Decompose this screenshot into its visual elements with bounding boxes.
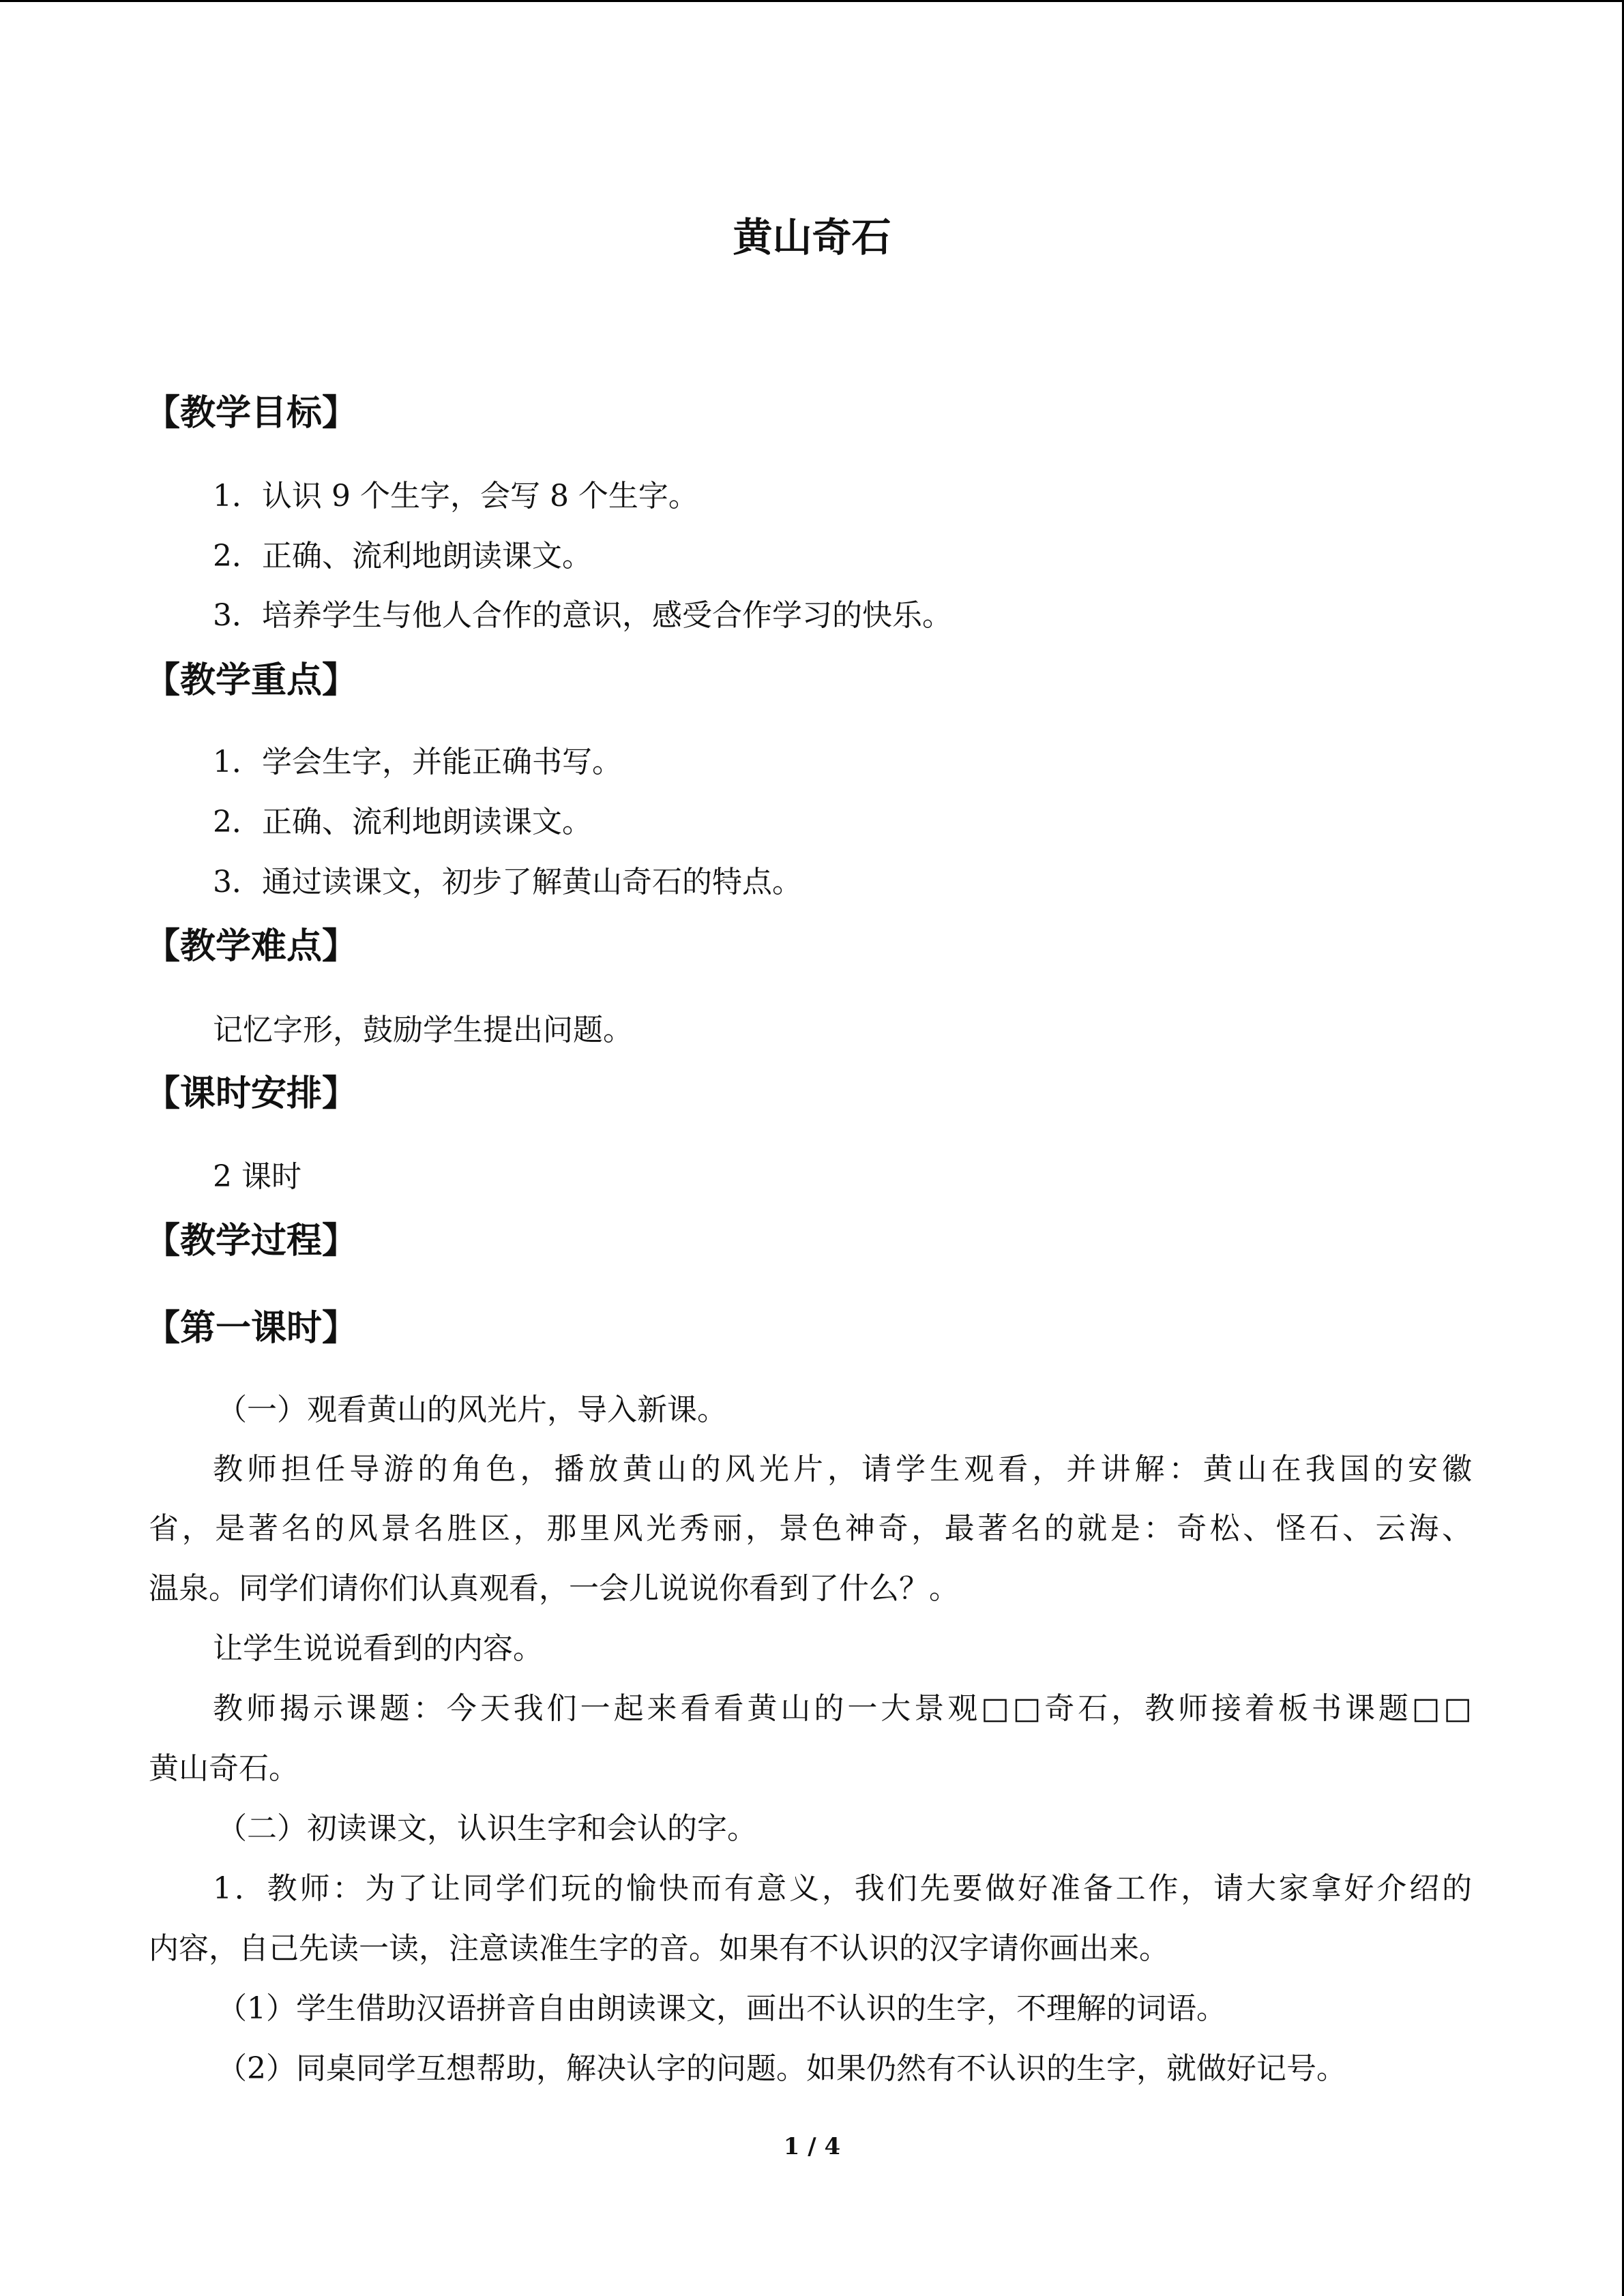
objective-item-2: 2．正确、流利地朗读课文。 (213, 539, 592, 573)
heading-objectives: 【教学目标】 (145, 393, 358, 434)
lesson-line-9: 1．教师：为了让同学们玩的愉快而有意义，我们先要做好准备工作，请大家拿好介绍的 (213, 1871, 1472, 1906)
page-indicator: 1 / 4 (783, 2133, 841, 2160)
key-point-item-1: 1．学会生字，并能正确书写。 (213, 745, 622, 779)
document-title: 黄山奇石 (733, 214, 891, 260)
heading-schedule: 【课时安排】 (145, 1073, 358, 1114)
schedule-text: 2 课时 (213, 1159, 301, 1194)
key-point-item-2: 2．正确、流利地朗读课文。 (213, 805, 592, 839)
key-point-item-3: 3．通过读课文，初步了解黄山奇石的特点。 (213, 865, 802, 899)
objective-item-3: 3．培养学生与他人合作的意识，感受合作学习的快乐。 (213, 598, 952, 633)
heading-process: 【教学过程】 (145, 1221, 358, 1262)
heading-difficulties: 【教学难点】 (145, 926, 358, 967)
heading-key-points: 【教学重点】 (145, 660, 358, 701)
lesson-line-6: 教师揭示课题：今天我们一起来看看黄山的一大景观□□奇石，教师接着板书课题□□ (213, 1691, 1472, 1726)
lesson-line-8: （二）初读课文，认识生字和会认的字。 (217, 1811, 757, 1846)
lesson-line-1: （一）观看黄山的风光片，导入新课。 (217, 1392, 727, 1427)
heading-first-lesson: 【第一课时】 (145, 1308, 358, 1349)
lesson-line-7: 黄山奇石。 (149, 1751, 299, 1786)
lesson-line-12: （2）同桌同学互想帮助，解决认字的问题。如果仍然有不认识的生字，就做好记号。 (217, 2051, 1346, 2086)
lesson-line-2: 教师担任导游的角色，播放黄山的风光片，请学生观看，并讲解：黄山在我国的安徽 (213, 1452, 1472, 1487)
objective-item-1: 1．认识 9 个生字，会写 8 个生字。 (213, 479, 698, 513)
lesson-line-11: （1）学生借助汉语拼音自由朗读课文，画出不认识的生字，不理解的词语。 (217, 1991, 1226, 2026)
lesson-line-5: 让学生说说看到的内容。 (213, 1631, 543, 1666)
difficulties-text: 记忆字形，鼓励学生提出问题。 (213, 1013, 633, 1047)
lesson-line-4: 温泉。同学们请你们认真观看，一会儿说说你看到了什么？。 (149, 1571, 959, 1606)
lesson-line-10: 内容，自己先读一读，注意读准生字的音。如果有不认识的汉字请你画出来。 (149, 1931, 1169, 1966)
lesson-line-3: 省，是著名的风景名胜区，那里风光秀丽，景色神奇，最著名的就是：奇松、怪石、云海、 (149, 1511, 1472, 1546)
